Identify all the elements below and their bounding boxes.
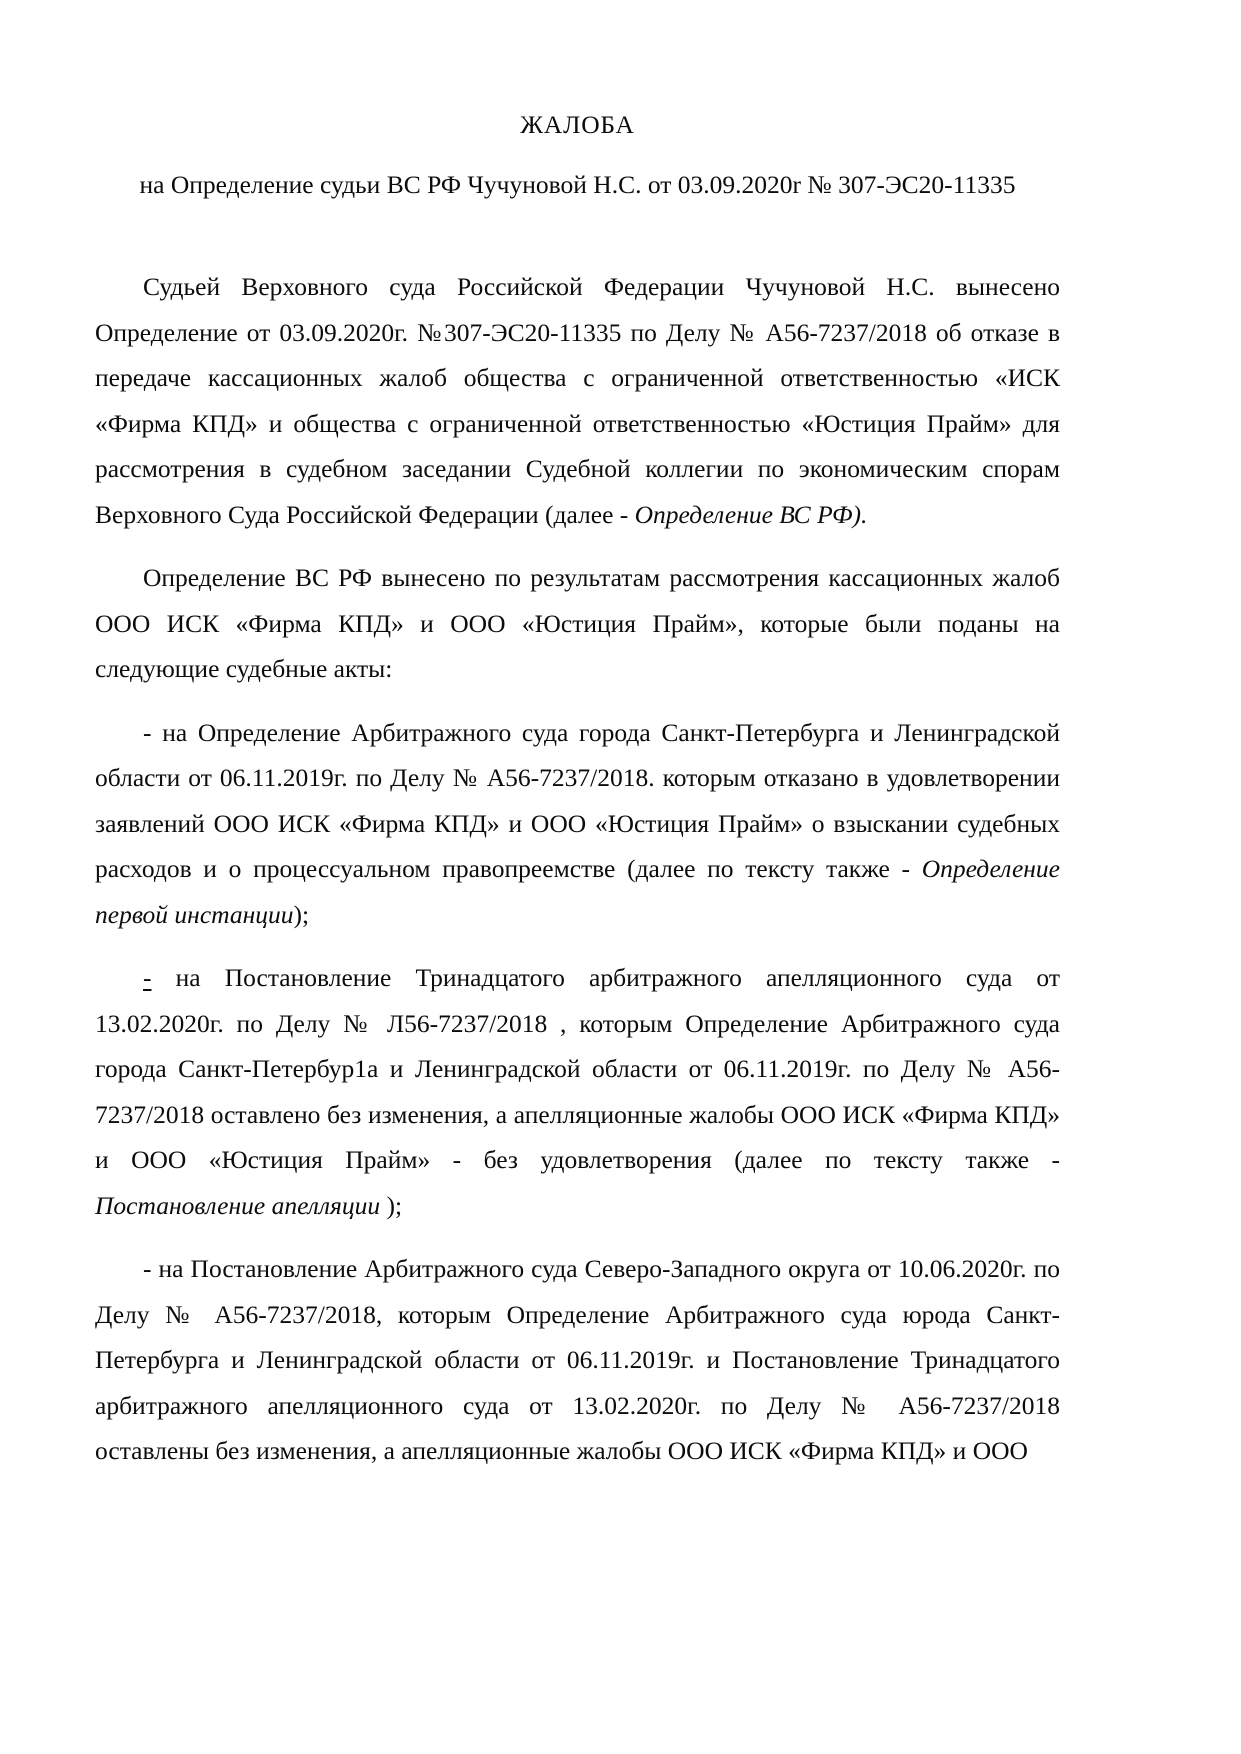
text-run: ); [380,1190,403,1220]
paragraph-p3 [95,710,1060,938]
document-title: ЖАЛОБА [520,110,635,139]
text-run: на Постановление Тринадцатого арбитражного апелляционного суда от 13.02.2020г. по Делу № Л56-7237/2018 , которым Определение Арбитражного суда города Санкт-Петербур1а и Ленинградской области от 06.11.2019г. по Делу № А56-7237/2018 оставлено без изменения, а апелляционные жалобы ООО ИСК «Фирма КПД» и ООО «Юстиция Прайм» - без удовлетворения (далее по тексту также - [95,963,1060,1174]
document-subtitle: на Определение судьи ВС РФ Чучуновой Н.С. от 03.09.2020r № 307-ЭС20-11335 [139,170,1016,199]
paragraph-p1 [95,264,1060,537]
italic-run: Определение ВС РФ). [634,499,868,529]
italic-run: Постановление апелляции [95,1190,381,1220]
underlined-dash: - [143,963,152,992]
text-run: - на Определение Арбитражного суда города Санкт-Петербурга и Ленинградской области от 06.11.2019г. по Делу № А56-7237/2018. которым отказано в удовлетворении заявлений ООО ИСК «Фирма КПД» и ООО «Юстиция Прайм» о взыскании судебных расходов и о процессуальном правопреемстве (далее по тексту также - [95,717,1060,883]
document-body [95,108,1060,1474]
text-run: - на Постановление Арбитражного суда Северо-Западного округа от 10.06.2020г. по Делу № А56-7237/2018, которым Определение Арбитражного суда юрода Санкт-Петербурга и Ленинградской области от 06.11.2019г. и Постановление Тринадцатого арбитражного апелляционного суда от 13.02.2020г. по Делу № А56-7237/2018 оставлены без изменения, а апелляционные жалобы ООО ИСК «Фирма КПД» и ООО [95,1254,1060,1465]
paragraph-list [95,264,1060,1474]
paragraph-p2 [95,555,1060,692]
text-run: Определение ВС РФ вынесено по результатам рассмотрения кассационных жалоб ООО ИСК «Фирма КПД» и ООО «Юстиция Прайм», которые были поданы на следующие судебные акты: [95,563,1060,683]
text-run: Судьей Верховного суда Российской Федерации Чучуновой Н.С. вынесено Определение от 03.09.2020г. №307-ЭС20-11335 по Делу № А56-7237/2018 об отказе в передаче кассационных жалоб общества с ограниченной ответственностью «ИСК «Фирма КПД» и общества с ограниченной ответственностью «Юстиция Прайм» для рассмотрения в судебном заседании Судебной коллегии по экономическим спорам Верховного Суда Российской Федерации (далее - [95,272,1060,529]
paragraph-p5 [95,1246,1060,1474]
italic-run: Определение первой инстанции [95,854,1060,929]
text-run: ); [293,899,310,929]
paragraph-p4 [95,955,1060,1228]
